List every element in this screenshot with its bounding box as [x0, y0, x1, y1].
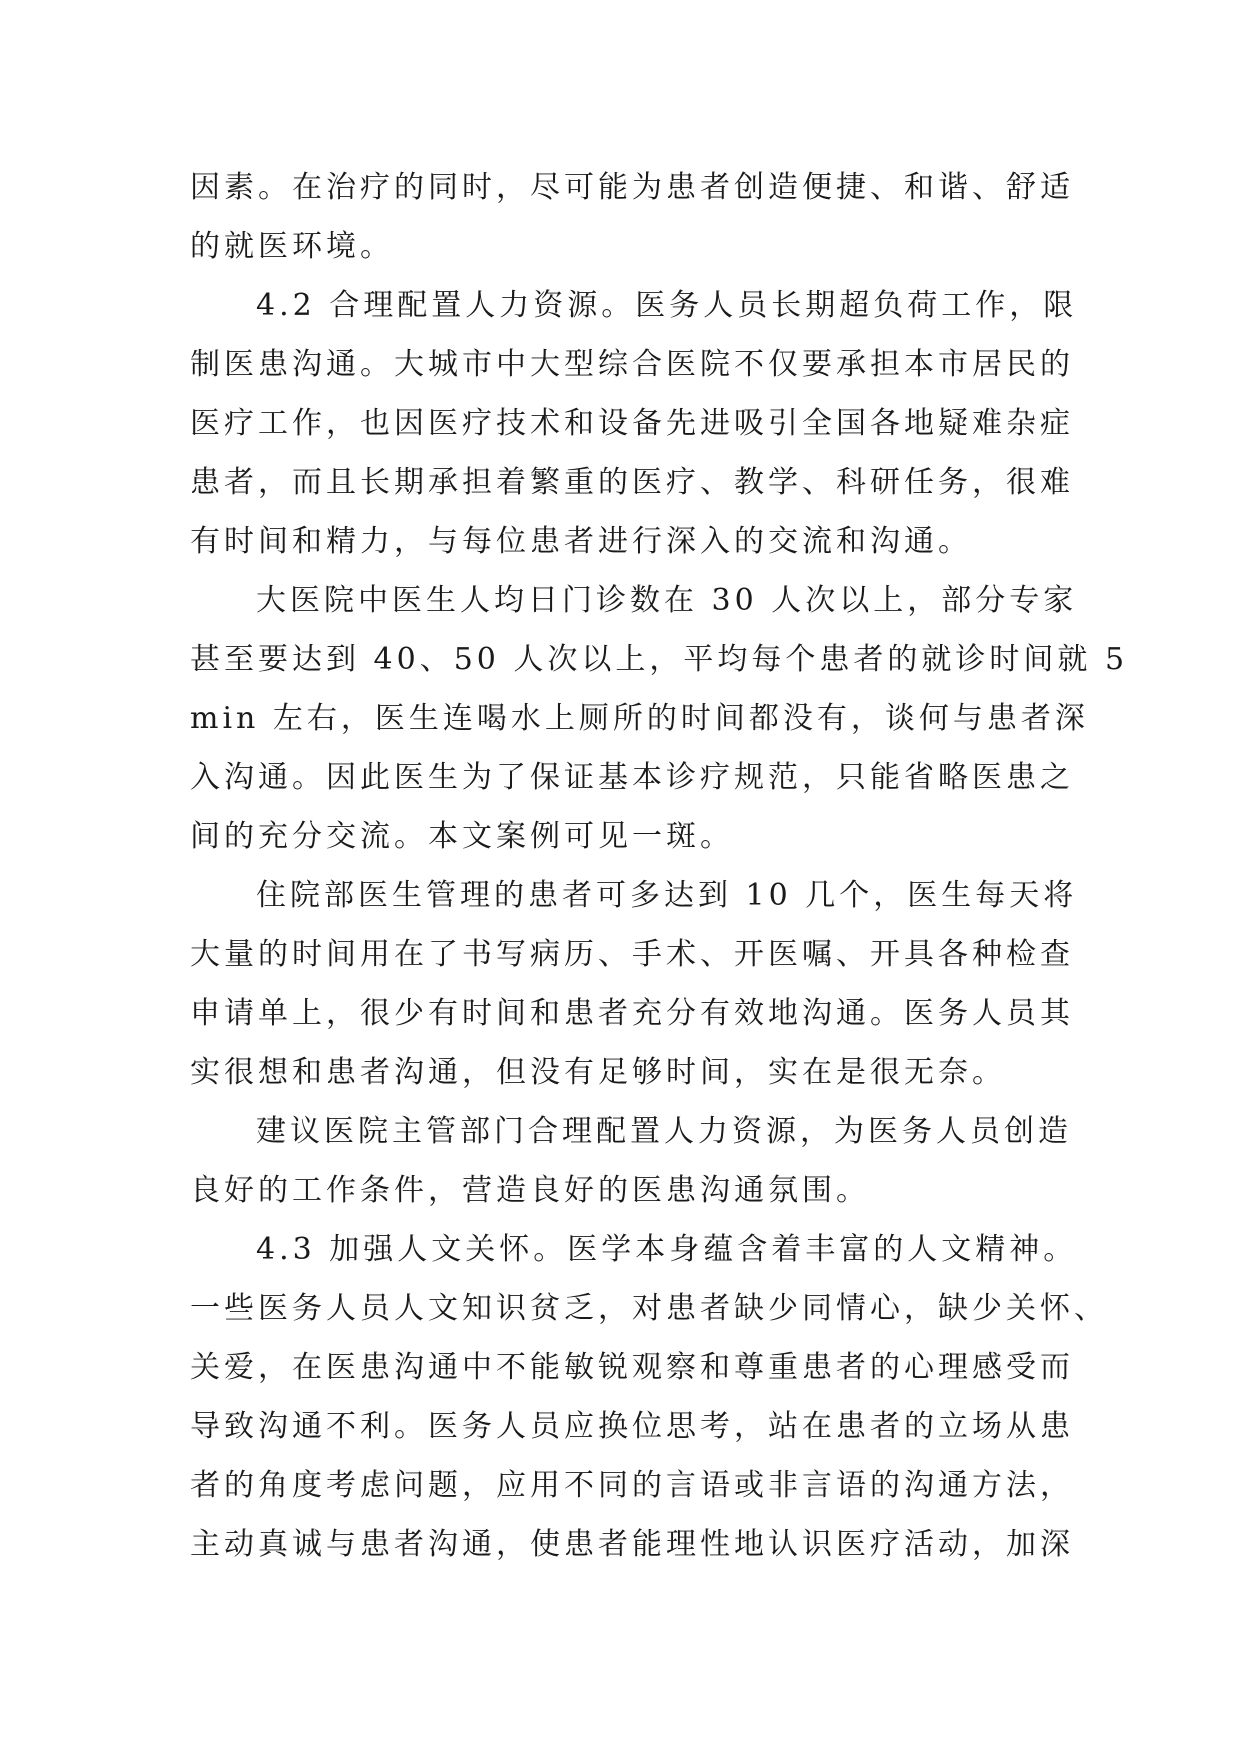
document-body — [190, 158, 1129, 1574]
text-line: 者的角度考虑问题，应用不同的言语或非言语的沟通方法， — [190, 1468, 1074, 1503]
text-line: 实很想和患者沟通，但没有足够时间，实在是很无奈。 — [190, 1055, 1006, 1090]
paragraph-p5 — [190, 1102, 1072, 1220]
text-line: 入沟通。因此医生为了保证基本诊疗规范，只能省略医患之 — [190, 760, 1074, 795]
text-line: 申请单上，很少有时间和患者充分有效地沟通。医务人员其 — [190, 996, 1074, 1031]
paragraph-p3 — [190, 571, 1129, 866]
text-line: 制医患沟通。大城市中大型综合医院不仅要承担本市居民的 — [190, 347, 1074, 382]
text-line: 大医院中医生人均日门诊数在 30 人次以上，部分专家 — [256, 583, 1078, 618]
text-line: 甚至要达到 40、50 人次以上，平均每个患者的就诊时间就 5 — [190, 642, 1129, 677]
text-line: 有时间和精力，与每位患者进行深入的交流和沟通。 — [190, 524, 972, 559]
text-line: 4.2 合理配置人力资源。医务人员长期超负荷工作，限 — [256, 288, 1078, 323]
text-line: 医疗工作，也因医疗技术和设备先进吸引全国各地疑难杂症 — [190, 406, 1074, 441]
paragraph-p2 — [190, 276, 1078, 571]
text-line: 的就医环境。 — [190, 229, 394, 264]
text-line: 因素。在治疗的同时，尽可能为患者创造便捷、和谐、舒适 — [190, 170, 1074, 205]
text-line: 大量的时间用在了书写病历、手术、开医嘱、开具各种检查 — [190, 937, 1074, 972]
text-line: 关爱，在医患沟通中不能敏锐观察和尊重患者的心理感受而 — [190, 1350, 1074, 1385]
paragraph-p6 — [190, 1220, 1108, 1574]
text-line: 患者，而且长期承担着繁重的医疗、教学、科研任务，很难 — [190, 465, 1074, 500]
paragraph-p1 — [190, 158, 1074, 276]
text-line: 良好的工作条件，营造良好的医患沟通氛围。 — [190, 1173, 870, 1208]
text-line: 住院部医生管理的患者可多达到 10 几个，医生每天将 — [256, 878, 1078, 913]
text-line: 间的充分交流。本文案例可见一斑。 — [190, 819, 734, 854]
text-line: 建议医院主管部门合理配置人力资源，为医务人员创造 — [256, 1114, 1072, 1149]
paragraph-p4 — [190, 866, 1078, 1102]
text-line: 一些医务人员人文知识贫乏，对患者缺少同情心，缺少关怀、 — [190, 1291, 1108, 1326]
text-line: 4.3 加强人文关怀。医学本身蕴含着丰富的人文精神。 — [256, 1232, 1078, 1267]
text-line: 导致沟通不利。医务人员应换位思考，站在患者的立场从患 — [190, 1409, 1074, 1444]
text-line: 主动真诚与患者沟通，使患者能理性地认识医疗活动，加深 — [190, 1527, 1074, 1562]
text-line: min 左右，医生连喝水上厕所的时间都没有，谈何与患者深 — [190, 701, 1089, 736]
